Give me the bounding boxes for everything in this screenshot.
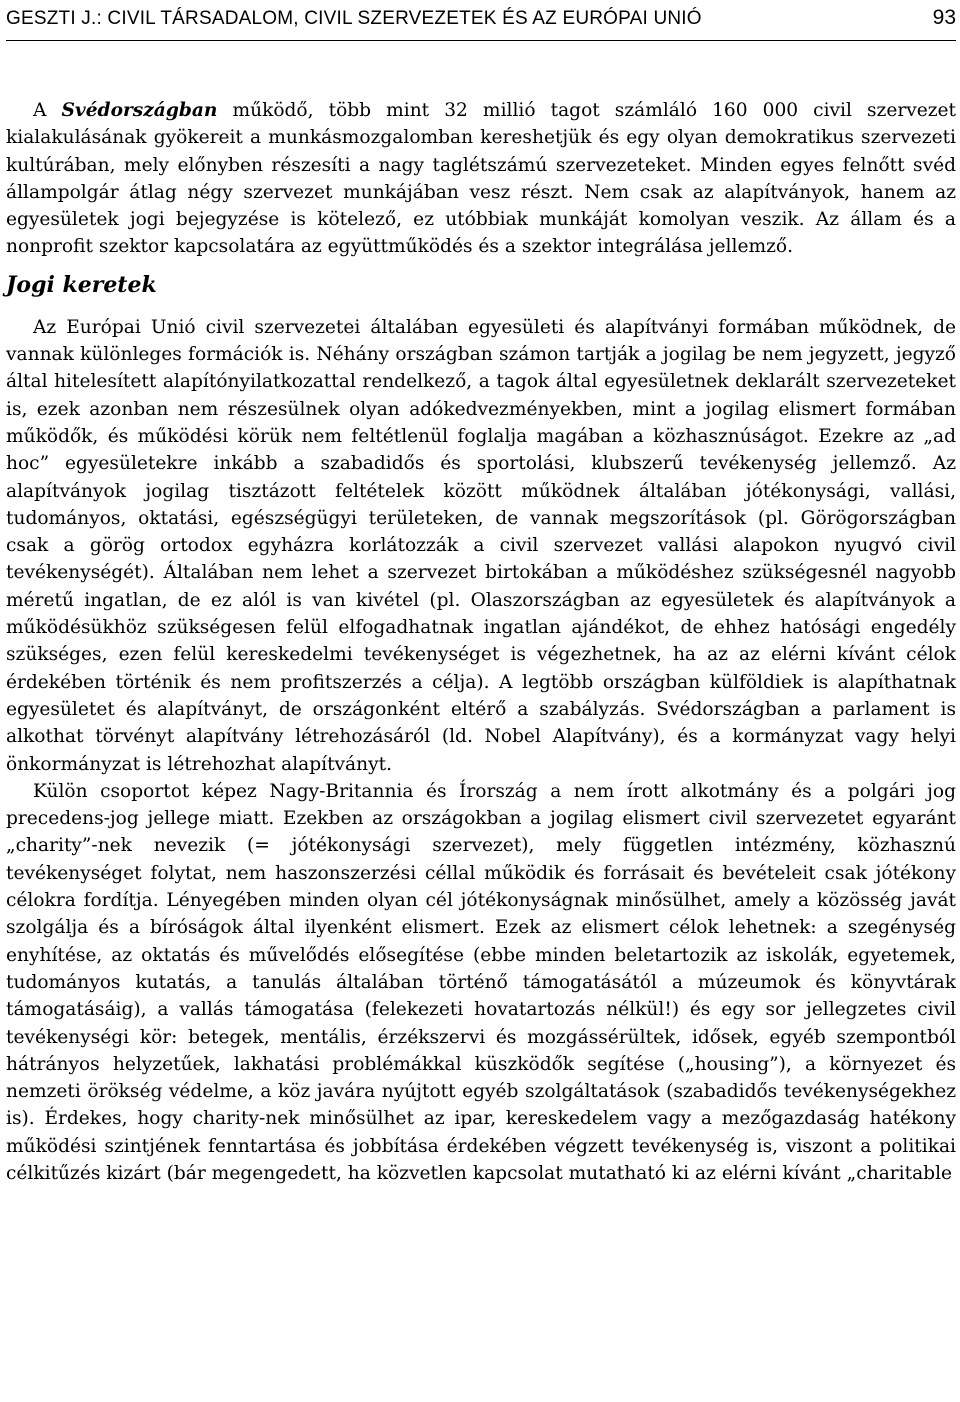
body-text: [6, 97, 956, 1187]
section-heading: Jogi keretek: [6, 271, 157, 298]
running-header: [6, 0, 956, 41]
emphasized-country: Svédországban: [61, 100, 218, 121]
intro-paragraph-block: [6, 97, 956, 261]
paragraph-rest: működő, több mint 32 millió tagot számláló 160 000 civil szervezet kialakulásának gyökereit a munkásmozgalomban kereshetjük és egy olyan demokratikus szervezeti kultúrában, mely előnyben részesíti a nagy taglétszámú szervezeteket. Minden egyes felnőtt svéd állampolgár átlag négy szervezet munkájában vesz részt. Nem csak az alapítványok, hanem az egyesületek jogi bejegyzése is kötelező, ez utóbbiak munkáját komolyan veszik. Az állam és a nonprofit szektor kapcsolatára az együttműködés és a szektor integrálása jellemző.: [6, 100, 957, 258]
paragraph-legal-forms: Az Európai Unió civil szervezetei általában egyesületi és alapítványi formában működnek, de vannak különleges formációk is. Néhány országban számon tartják a jogilag be nem jegyzett, jegyző által hitelesített alapítónyilatkozattal rendelkező, a tagok által egyesületnek deklarált szervezeteket is, ezek azonban nem részesülnek olyan adókedvezményekben, mint a jogilag elismert formában működők, és működési körük nem feltétlenül foglalja magában a közhasznúságot. Ezekre az „ad hoc” egyesületekre inkább a szabadidős és sportolási, klubszerű tevékenység jellemző. Az alapítványok jogilag tisztázott feltételek között működnek általában jótékonysági, vallási, tudományos, oktatási, egészségügyi területeken, de vannak megszorítások (pl. Görögországban csak a görög ortodox egyházra korlátozzák a civil szervezet vallási alapokon nyugvó civil tevékenységét). Általában nem lehet a szervezet birtokában a működéshez szükségesnél nagyobb méretű ingatlan, de ez alól is van kivétel (pl. Olaszországban az egyesületek és alapítványok a működésükhöz szükségesen felül elfogadhatnak ingatlan ajándékot, de ehhez hatósági engedély szükséges, ezen felül kereskedelmi tevékenységet is végezhetnek, ha az az elérni kívánt célok érdekében történik és nem profitszerzés a célja). A legtöbb országban külföldiek is alapíthatnak egyesületet és alapítványt, de országonként eltérő a szabályzás. Svédországban a parlament is alkothat törvényt alapítvány létrehozásáról (ld. Nobel Alapítvány), és a kormányzat vagy helyi önkormányzat is létrehozhat alapítványt.: [6, 316, 956, 775]
paragraph-uk-ireland: Külön csoportot képez Nagy-Britannia és Írország a nem írott alkotmány és a polgári jog precedens-jog jellege miatt. Ezekben az országokban a jogilag elismert civil szervezetet egyaránt „charity”-nek nevezik (= jótékonysági szervezet), mely független intézmény, közhasznú tevékenységet folytat, nem haszonszerzési céllal működik és forrásait és bevételeit csak jótékony célokra fordítja. Lényegében minden olyan cél jótékonyságnak minősülhet, amely a közösség javát szolgálja és a bíróságok által ilyenként elismert. Ezek az elismert célok lehetnek: a szegénység enyhítése, az oktatás és művelődés elősegítése (ebbe minden beletartozik az iskolák, egyetemek, tudományos kutatás, a tanulás általában történő támogatásától a múzeumok és könyvtárak támogatásáig), a vallás támogatása (felekezeti hovatartozás nélkül!) és egy sor jellegzetes civil tevékenységi kör: betegek, mentális, érzékszervi és mozgássérültek, idősek, egyéb szempontból hátrányos helyzetűek, lakhatási problémákkal küszködők segítése („housing”), a környezet és nemzeti örökség védelme, a köz javára nyújtott egyéb szolgáltatások (szabadidős tevékenységekhez is). Érdekes, hogy charity-nek minősülhet az ipar, kereskedelem vagy a mezőgazdaság hatékony működési szintjének fenntartása és jobbítása érdekében végzett tevékenység is, viszont a politikai célkitűzés kizárt (bár megengedett, ha közvetlen kapcsolat mutatható ki az elérni kívánt „charitable: [6, 780, 956, 1184]
running-header-title: GESZTI J.: CIVIL TÁRSADALOM, CIVIL SZERVEZETEK ÉS AZ EURÓPAI UNIÓ: [6, 8, 702, 29]
page-number: 93: [932, 6, 956, 29]
paragraph-sweden: [6, 97, 956, 261]
paragraph-lead: A: [33, 100, 62, 121]
document-page: [6, 0, 956, 1187]
